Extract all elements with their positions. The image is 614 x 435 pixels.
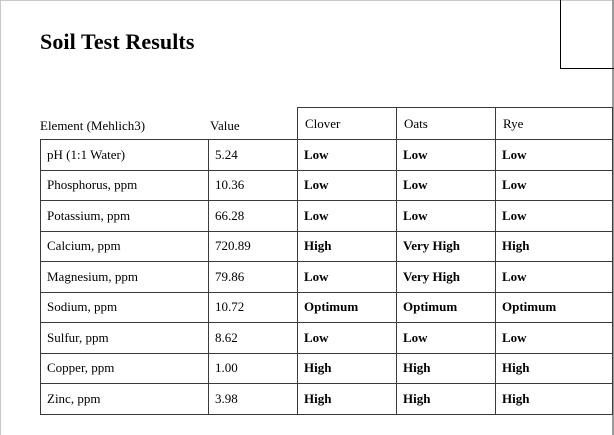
crop-header-table [297,107,613,140]
element-cell: pH (1:1 Water) [41,140,209,171]
value-cell: 79.86 [209,262,298,293]
oats-rating-cell: Optimum [397,292,496,323]
oats-rating-cell: High [397,353,496,384]
soil-results-table [40,139,613,415]
table-row [41,384,613,415]
page-edge-top [0,0,614,1]
element-column-header: Element (Mehlich3) [40,118,146,133]
table-row [41,231,613,262]
oats-rating-cell: Low [397,170,496,201]
crop-header-oats: Oats [397,108,496,140]
value-column-header: Value [210,118,240,133]
rye-rating-cell: Low [496,323,613,354]
clover-rating-cell: High [298,231,397,262]
rye-rating-cell: Low [496,140,613,171]
element-cell: Sulfur, ppm [41,323,209,354]
clover-rating-cell: High [298,353,397,384]
crop-header-row [298,108,613,140]
element-cell: Calcium, ppm [41,231,209,262]
oats-rating-cell: Very High [397,231,496,262]
table-row [41,323,613,354]
rye-rating-cell: High [496,384,613,415]
clover-rating-cell: Low [298,262,397,293]
rye-rating-cell: Low [496,262,613,293]
value-cell: 3.98 [209,384,298,415]
clover-rating-cell: Low [298,201,397,232]
element-cell: Sodium, ppm [41,292,209,323]
page-title: Soil Test Results [40,29,195,54]
rye-rating-cell: High [496,231,613,262]
rye-rating-cell: High [496,353,613,384]
table-row [41,262,613,293]
element-cell: Phosphorus, ppm [41,170,209,201]
element-cell: Magnesium, ppm [41,262,209,293]
rye-rating-cell: Optimum [496,292,613,323]
table-row [41,353,613,384]
oats-rating-cell: High [397,384,496,415]
clover-rating-cell: High [298,384,397,415]
table-row [41,292,613,323]
rye-rating-cell: Low [496,170,613,201]
oats-rating-cell: Low [397,201,496,232]
clover-rating-cell: Optimum [298,292,397,323]
clover-rating-cell: Low [298,323,397,354]
page-edge-left [0,0,1,435]
crop-header-clover: Clover [298,108,397,140]
rye-rating-cell: Low [496,201,613,232]
element-cell: Zinc, ppm [41,384,209,415]
crop-header-rye: Rye [496,108,613,140]
value-cell: 1.00 [209,353,298,384]
table-row [41,140,613,171]
oats-rating-cell: Low [397,140,496,171]
element-cell: Potassium, ppm [41,201,209,232]
value-cell: 10.72 [209,292,298,323]
clover-rating-cell: Low [298,170,397,201]
oats-rating-cell: Low [397,323,496,354]
element-cell: Copper, ppm [41,353,209,384]
corner-box [560,0,614,69]
value-cell: 720.89 [209,231,298,262]
value-cell: 5.24 [209,140,298,171]
value-cell: 66.28 [209,201,298,232]
value-cell: 8.62 [209,323,298,354]
clover-rating-cell: Low [298,140,397,171]
table-row [41,201,613,232]
oats-rating-cell: Very High [397,262,496,293]
table-row [41,170,613,201]
value-cell: 10.36 [209,170,298,201]
